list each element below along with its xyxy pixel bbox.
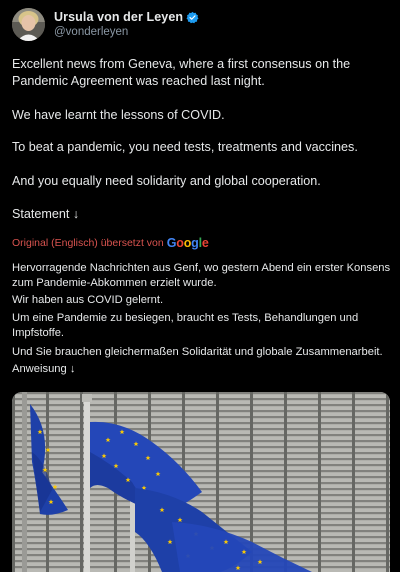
post-paragraph-2: We have learnt the lessons of COVID. (12, 108, 225, 122)
author-block (54, 10, 199, 38)
translation-paragraph-2: Wir haben aus COVID gelernt. (12, 294, 164, 306)
author-name[interactable]: Ursula von der Leyen (54, 10, 184, 24)
verified-badge-icon (186, 11, 199, 24)
author-handle[interactable]: @vonderleyen (54, 26, 129, 38)
translation-paragraph-3: Um eine Pandemie zu besiegen, braucht es Tests, Behandlungen und Impfstoffe. (12, 312, 359, 339)
statement-link[interactable]: Statement ↓ (12, 207, 80, 221)
post-paragraph-1: Excellent news from Geneva, where a first consensus on the Pandemic Agreement was reached last night. (12, 57, 351, 88)
post-photo[interactable] (12, 392, 390, 572)
post-paragraph-3: To beat a pandemic, you need tests, treatments and vaccines. (12, 140, 358, 154)
translation-attribution[interactable] (12, 236, 209, 250)
avatar-image (12, 8, 45, 41)
translation-label: Original (Englisch) übersetzt von (12, 237, 164, 249)
google-logo: Google (166, 236, 209, 250)
eu-flags-photo (12, 392, 390, 572)
name-row (54, 10, 199, 24)
translation-paragraph-1: Hervorragende Nachrichten aus Genf, wo gestern Abend ein erster Konsens zum Pandemie-Abkommen erzielt wurde. (12, 262, 391, 289)
translation-statement-link[interactable]: Anweisung ↓ (12, 363, 76, 375)
translation-paragraph-4: Und Sie brauchen gleichermaßen Solidarität und globale Zusammenarbeit. (12, 346, 383, 358)
post-header (12, 6, 388, 42)
avatar[interactable] (12, 8, 45, 41)
post-paragraph-4: And you equally need solidarity and global cooperation. (12, 174, 321, 188)
